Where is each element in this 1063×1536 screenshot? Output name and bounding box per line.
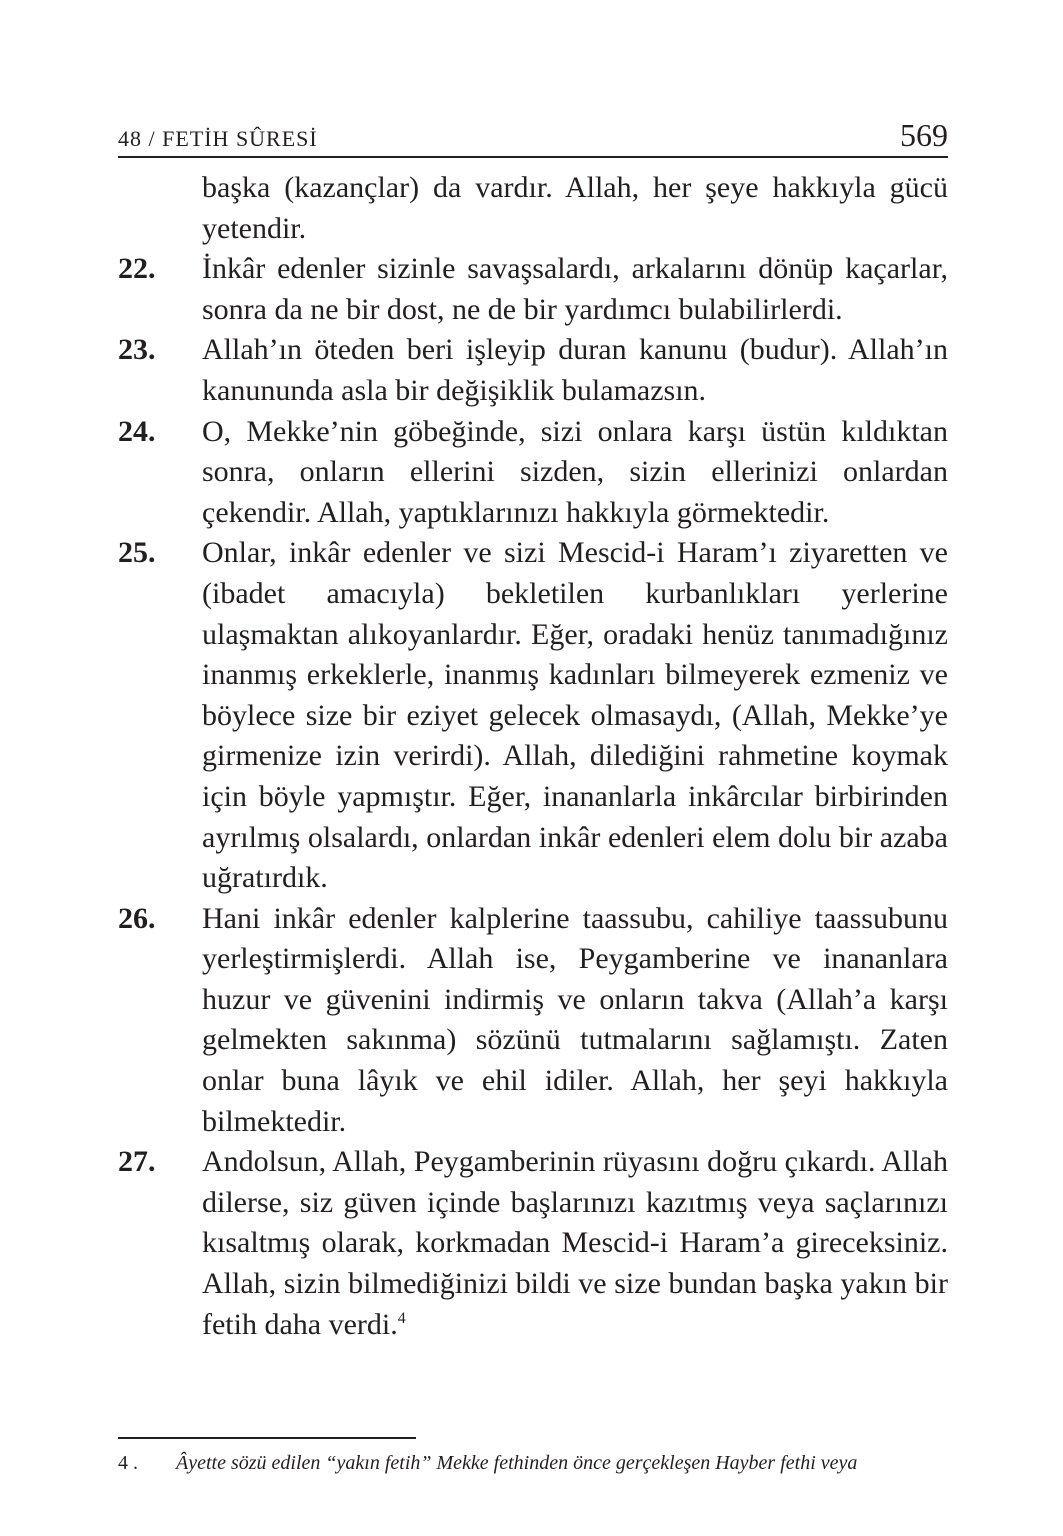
verse-text: O, Mekke’nin göbeğinde, sizi onlara karşı üstün kıldıktan sonra, onların ellerini sizden, sizin ellerinizi onlardan çekendir. Allah, yaptıklarınızı hakkıyla görmektedir. bbox=[202, 414, 948, 529]
verse-text: Andolsun, Allah, Peygamberinin rüyasını doğru çıkardı. Allah dilerse, siz güven içinde başlarınızı kazıtmış veya saçlarınızı kısaltmış olarak, korkmadan Mescid-i Haram’a gireceksiniz. Allah, sizin bilmediğinizi bildi ve size bundan başka yakın bir fetih daha verdi.$^4$ bbox=[202, 1145, 948, 1341]
verse-text: Hani inkâr edenler kalplerine taassubu, cahiliye taassubunu yerleştirmişlerdi. Allah ise, Peygamberine ve inananlara huzur ve güvenini indirmiş ve onların takva (Allah’a karşı gelmekten sakınma) sözünü tutmalarını sağlamıştı. Zaten onlar buna lâyık ve ehil idiler. Allah, her şeyi hakkıyla bilmektedir. bbox=[202, 901, 948, 1138]
verse-number: 26. bbox=[118, 901, 156, 935]
page-body bbox=[118, 168, 948, 1345]
footnote-marker: 4 bbox=[397, 1309, 406, 1327]
verse-number: 27. bbox=[118, 1145, 156, 1179]
footnote-text: Âyette sözü edilen “yakın fetih” Mekke fethinden önce gerçekleşen Hayber fethi veya bbox=[176, 1452, 858, 1474]
section-title: 48 / FETİH SÛRESİ bbox=[118, 126, 318, 151]
footnote-number: 4 . bbox=[118, 1452, 138, 1474]
verse-text: Allah’ın öteden beri işleyip duran kanunu (budur). Allah’ın kanununda asla bir değişiklik bulamazsın. bbox=[202, 333, 948, 407]
verse-24 bbox=[118, 412, 948, 534]
page-number: 569 bbox=[900, 117, 948, 153]
verse-25 bbox=[118, 533, 948, 898]
verse-number: 24. bbox=[118, 414, 156, 448]
verse-26 bbox=[118, 899, 948, 1143]
footnote-divider bbox=[118, 1437, 416, 1439]
verse-continuation bbox=[118, 168, 948, 249]
verse-23 bbox=[118, 330, 948, 411]
verse-number: 23. bbox=[118, 333, 156, 367]
verse-27 bbox=[118, 1142, 948, 1345]
running-header bbox=[118, 112, 948, 158]
verse-number: 25. bbox=[118, 536, 156, 570]
verse-text: Onlar, inkâr edenler ve sizi Mescid-i Haram’ı ziyaretten ve (ibadet amacıyla) bekletilen kurbanlıkları yerlerine ulaşmaktan alıkoyanlardır. Eğer, oradaki henüz tanımadığınız inanmış erkeklerle, inanmış kadınları bilmeyerek ezmeniz ve böylece size bir eziyet gelecek olmasaydı, (Allah, Mekke’ye girmenize izin verirdi). Allah, dilediğini rahmetine koymak için böyle yapmıştır. Eğer, inananlarla inkârcılar birbirinden ayrılmış olsalardı, onlardan inkâr edenleri elem dolu bir azaba uğratırdık. bbox=[202, 536, 948, 895]
verse-22 bbox=[118, 249, 948, 330]
verse-text: İnkâr edenler sizinle savaşsalardı, arkalarını dönüp kaçarlar, sonra da ne bir dost, ne de bir yardımcı bulabilirlerdi. bbox=[202, 252, 948, 326]
footnote bbox=[118, 1452, 948, 1475]
verse-text: başka (kazançlar) da vardır. Allah, her şeye hakkıyla gücü yetendir. bbox=[202, 171, 948, 245]
verse-number: 22. bbox=[118, 252, 156, 286]
